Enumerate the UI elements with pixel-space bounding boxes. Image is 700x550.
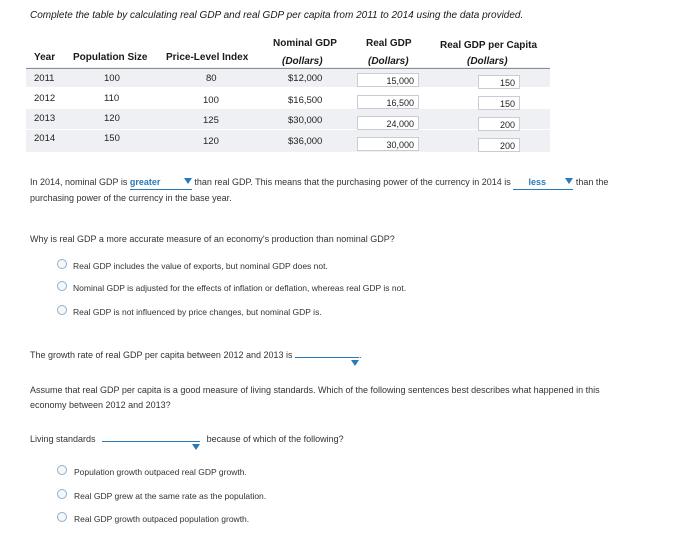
option-label[interactable]: Nominal GDP is adjusted for the effects of inflation or deflation, whereas real GDP is not. — [73, 283, 407, 293]
real-gdp-input-2011[interactable]: 15,000 — [357, 73, 419, 87]
header-nominal-gdp-unit: (Dollars) — [282, 56, 323, 67]
option-radio[interactable] — [57, 489, 67, 499]
header-price-index: Price-Level Index — [166, 52, 249, 63]
question-growth-rate — [30, 350, 362, 360]
cell-nominal-gdp: $16,500 — [288, 95, 323, 106]
chevron-down-icon — [184, 178, 192, 184]
real-gdp-per-capita-input-2012[interactable]: 150 — [478, 96, 520, 110]
option-label[interactable]: Population growth outpaced real GDP growth. — [74, 467, 247, 477]
q1-text-1: In 2014, nominal GDP is — [30, 177, 128, 187]
cell-price-index: 120 — [203, 136, 219, 147]
header-real-gdp-per-capita: Real GDP per Capita — [440, 40, 538, 51]
living-standards-label: Living standards — [30, 434, 96, 444]
chevron-down-icon — [351, 360, 359, 366]
question-nominal-vs-real — [30, 175, 690, 190]
cell-year: 2011 — [34, 73, 55, 84]
chevron-down-icon — [192, 444, 200, 450]
cell-nominal-gdp: $30,000 — [288, 115, 323, 126]
q1-text-3: than the — [575, 177, 609, 187]
q1-text-4: purchasing power of the currency in the base year. — [30, 193, 232, 203]
real-gdp-per-capita-input-2011[interactable]: 150 — [478, 75, 520, 89]
option-radio[interactable] — [57, 465, 67, 475]
header-real-gdp: Real GDP — [366, 38, 412, 49]
cell-year: 2012 — [34, 93, 56, 104]
real-gdp-per-capita-input-2013[interactable]: 200 — [478, 117, 520, 131]
cell-nominal-gdp: $36,000 — [288, 136, 323, 147]
cell-price-index: 125 — [203, 115, 219, 126]
option-radio[interactable] — [57, 259, 67, 269]
header-real-gdp-unit: (Dollars) — [368, 56, 409, 67]
header-nominal-gdp: Nominal GDP — [273, 38, 337, 49]
header-real-gdp-per-capita-unit: (Dollars) — [467, 56, 508, 67]
option-radio[interactable] — [57, 305, 67, 315]
q4-line-2: economy between 2012 and 2013? — [30, 400, 171, 410]
cell-price-index: 100 — [203, 95, 219, 106]
option-radio[interactable] — [57, 281, 67, 291]
select-value: less — [528, 177, 547, 187]
q1-text-2: than real GDP. This means that the purchasing power of the currency in 2014 is — [194, 177, 511, 187]
living-standards-row — [30, 434, 344, 444]
option-radio[interactable] — [57, 512, 67, 522]
cell-year: 2014 — [34, 133, 56, 144]
option-label[interactable]: Real GDP grew at the same rate as the population. — [74, 491, 267, 501]
purchasing-power-select[interactable] — [513, 175, 573, 190]
header-year: Year — [34, 52, 56, 63]
option-label[interactable]: Real GDP is not influenced by price changes, but nominal GDP is. — [73, 307, 322, 317]
real-gdp-input-2013[interactable]: 24,000 — [357, 116, 419, 130]
nominal-real-comparison-select[interactable] — [130, 175, 192, 190]
option-label[interactable]: Real GDP includes the value of exports, but nominal GDP does not. — [73, 261, 328, 271]
select-value: greater — [129, 177, 161, 187]
header-population: Population Size — [73, 52, 148, 63]
q3-text: The growth rate of real GDP per capita between 2012 and 2013 is — [30, 350, 293, 360]
header-divider — [26, 68, 550, 69]
cell-population: 120 — [104, 113, 120, 124]
cell-year: 2013 — [34, 113, 56, 124]
real-gdp-input-2012[interactable]: 16,500 — [357, 95, 419, 109]
q4-line-1: Assume that real GDP per capita is a good measure of living standards. Which of the following sentences best describes what happened in this — [30, 385, 600, 395]
cell-price-index: 80 — [206, 73, 217, 84]
question-real-gdp-accuracy: Why is real GDP a more accurate measure of an economy's production than nominal GDP? — [30, 234, 395, 244]
instruction-text: Complete the table by calculating real GDP and real GDP per capita from 2011 to 2014 using the data provided. — [30, 10, 524, 21]
chevron-down-icon — [565, 178, 573, 184]
cell-nominal-gdp: $12,000 — [288, 73, 323, 84]
cell-population: 150 — [104, 133, 120, 144]
q3-end: . — [359, 350, 362, 360]
living-standards-select[interactable] — [102, 441, 200, 442]
real-gdp-input-2014[interactable]: 30,000 — [357, 137, 419, 151]
real-gdp-per-capita-input-2014[interactable]: 200 — [478, 138, 520, 152]
option-label[interactable]: Real GDP growth outpaced population growth. — [74, 514, 250, 524]
q4-after-text: because of which of the following? — [206, 434, 344, 444]
growth-rate-select[interactable] — [295, 357, 359, 358]
cell-population: 100 — [104, 73, 120, 84]
cell-population: 110 — [104, 93, 120, 104]
